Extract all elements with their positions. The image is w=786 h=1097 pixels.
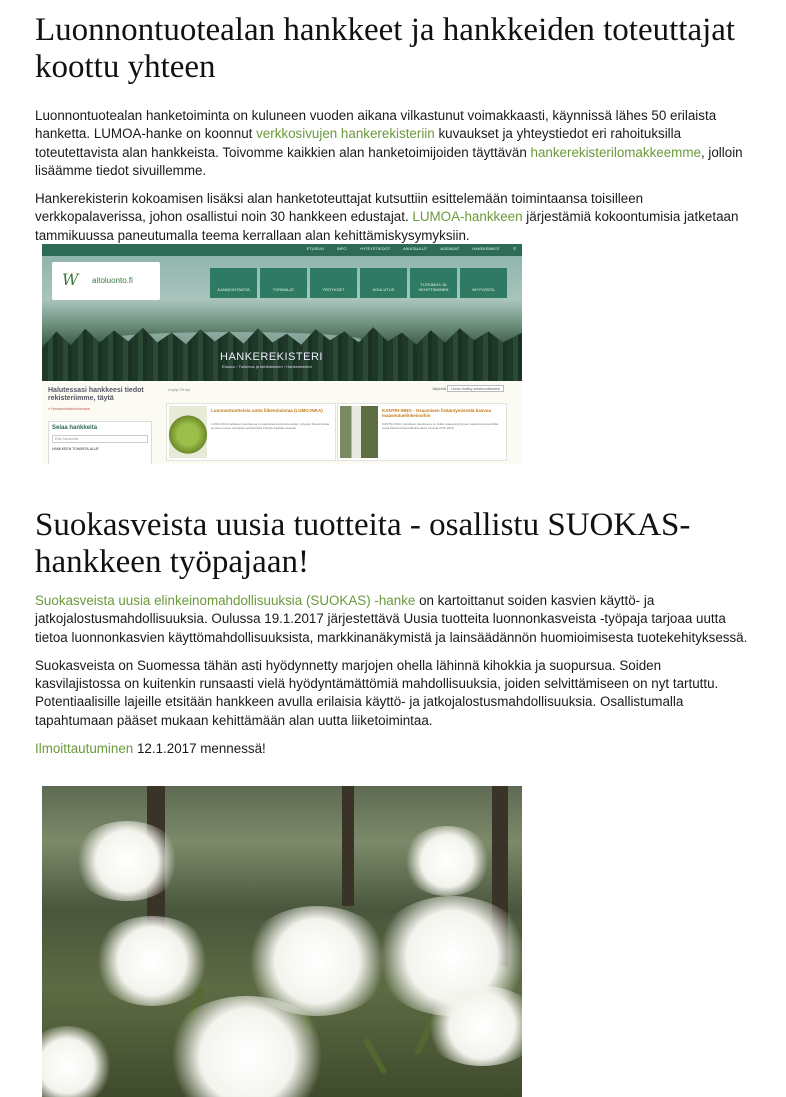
article-hankerekisteri: [35, 12, 750, 245]
nav-item: INFO: [336, 246, 347, 251]
tile: YRITYKSET: [310, 268, 357, 298]
suopursu-photo: [42, 786, 522, 1097]
logo-mark-icon: W: [62, 270, 79, 289]
tile: AJANKOHTAISTA: [210, 268, 257, 298]
sidebar-heading: Halutessasi hankkeesi tiedot rekisteriimme, täytä: [48, 387, 144, 402]
sidebar-link: » Hankerekisterilomake: [48, 406, 90, 411]
flower-cluster: [72, 821, 182, 901]
flower-cluster: [402, 826, 492, 896]
article-paragraph: [35, 107, 750, 180]
sort-select: Uusin lisätty ensimmäiseksi: [447, 385, 504, 392]
tile: TORMALAT: [260, 268, 307, 298]
tile: MYYVOSTA: [460, 268, 507, 298]
article-title: Suokasveista uusia tuotteita - osallistu SUOKAS-hankkeen työpajaan!: [35, 507, 691, 580]
project-card: [337, 403, 507, 461]
card-title: KANTRI-INNO - Osaamisen lisääntymisestä kasvua maaseutuelinkeinoihin: [382, 408, 492, 418]
text: järjestämiä kokoontumisia jatketaan tammikuussa paneutumalla teema kerrallaan alan kehittämiskysymyksiin.: [35, 209, 739, 243]
site-tiles: [210, 268, 507, 298]
sort-label: Järjestä: [431, 386, 446, 391]
site-hero: [42, 256, 522, 381]
article-paragraph: [35, 190, 750, 245]
card-image: [169, 406, 207, 458]
suokas-hanke-link[interactable]: Suokasveista uusia elinkeinomahdollisuuksia (SUOKAS) -hanke: [35, 593, 416, 608]
lumoa-hanke-link[interactable]: LUMOA-hankkeen: [412, 209, 523, 225]
filter-label: HANKKEEN TOIMINTA-ALUE: [52, 447, 99, 451]
card-text: KANTRI-INNO -hankkeen tavoitteena on lisätä maaseutuyritysten osaamista ja kehittää uusia liiketoimintamahdollisuuksia vuosina 2015-2018.: [382, 422, 499, 430]
logo-text: aitoluonto.fi: [92, 276, 133, 285]
text: , jolloin lisäämme tiedot sivuillemme.: [35, 144, 743, 178]
card-title: Luonnontuotteista uutta liiketoimintaa (LUMO-INKA): [211, 408, 323, 413]
text: kuvaukset ja yhteystiedot eri rahoituksilla toteutettavista alan hankkeista. Toivomme kaikkien alan hanketoimijoiden täyttävän: [35, 126, 682, 160]
nav-item: HAKEKEMKOT: [472, 246, 501, 251]
browse-box: [48, 421, 152, 464]
hero-title: HANKEREKISTERI: [220, 351, 323, 363]
flower-cluster: [42, 1026, 112, 1097]
nav-item: AGENDAT: [440, 246, 460, 251]
search-icon: ⚲: [513, 246, 516, 251]
article-paragraph: [35, 740, 750, 758]
search-field: Etsi hanketta: [52, 435, 148, 443]
ilmoittautuminen-link[interactable]: Ilmoittautuminen: [35, 741, 134, 757]
site-body: [42, 381, 522, 464]
tile: TUTKIMUS JA KEHITTÄMINEN: [410, 268, 457, 298]
article-suokas: [35, 507, 750, 758]
text: Hankerekisterin kokoamisen lisäksi alan hanketoteuttajat kutsuttiin esittelemään toimintaansa toisilleen verkkopalaverissa, johon osallistui noin 30 hankkeen edustajat.: [35, 191, 644, 225]
browse-heading: Selaa hankkeita: [52, 425, 98, 431]
leaf: [362, 1037, 387, 1075]
card-text: LUMO-INKA-hankkeen tavoitteena on kasvattaa luonnontuotealan yritysten liiketoimintaa ja tukea uusien tuotteiden kehittämistä Pohjois-Karjalan alueella.: [211, 422, 330, 430]
tile: KOULUTUS: [360, 268, 407, 298]
article-paragraph: [35, 592, 750, 647]
flower-cluster: [92, 916, 212, 1006]
site-nav: [294, 246, 516, 251]
site-logo: [52, 262, 160, 300]
article-title: Luonnontuotealan hankkeet ja hankkeiden toteuttajat koottu yhteen: [35, 12, 736, 85]
card-image: [340, 406, 378, 458]
text: on kartoittanut soiden kasvien käyttö- ja jatkojalostusmahdollisuuksia. Oulussa 19.1.2017 järjestettävä Uusia tuotteita luonnonkasveista -työpaja tarjoaa uutta tietoa luonnonkasvien käyttömahdollisuuksista, markkinanäkymistä ja lainsäädännön huomioimisesta tuotekehityksessä.: [35, 593, 748, 645]
article-paragraph: Suokasveista on Suomessa tähän asti hyödynnetty marjojen ohella lähinnä kihokkia ja suopursua. Soiden kasvilajistossa on kuitenkin runsaasti vielä hyödyntämättömiä mahdollisuuksia, joiden selvittämiseen on nyt tartuttu. Potentiaalisille lajeille etsitään hankkeen avulla erilaisia käyttö- ja jatkojalostusmahdollisuuksia. Osallistumalla tapahtumaan pääset mukaan kehittämään alan uutta liiketoimintaa.: [35, 657, 719, 728]
hero-breadcrumb: Etusivu › Tutkimus ja kehittäminen › Hankerekisteri: [222, 364, 312, 369]
tree-trunk: [342, 786, 354, 906]
project-card: [166, 403, 336, 461]
text: 12.1.2017 mennessä!: [133, 741, 266, 757]
result-count: Löytyi 29 kpl: [168, 387, 191, 392]
nav-item: AIKATAULUT: [403, 246, 428, 251]
text: Luonnontuotealan hanketoiminta on kuluneen vuoden aikana vilkastunut voimakkaasti, käynnissä lähes 50 erilaista hanketta. LUMOA-hanke on koonnut: [35, 108, 717, 142]
hankerekisterilomake-link[interactable]: hankerekisterilomakkeemme: [530, 144, 701, 160]
hankerekisteri-screenshot[interactable]: [42, 244, 522, 464]
nav-item: ETUSIVU: [306, 246, 324, 251]
sort-control: [432, 385, 504, 392]
nav-item: YHTEYSTIEDOT: [359, 246, 391, 251]
hankerekisteri-link[interactable]: verkkosivujen hankerekisteriin: [256, 126, 435, 142]
site-topbar: [42, 244, 522, 256]
site-sidebar: [48, 387, 152, 464]
flower-cluster: [422, 986, 522, 1066]
